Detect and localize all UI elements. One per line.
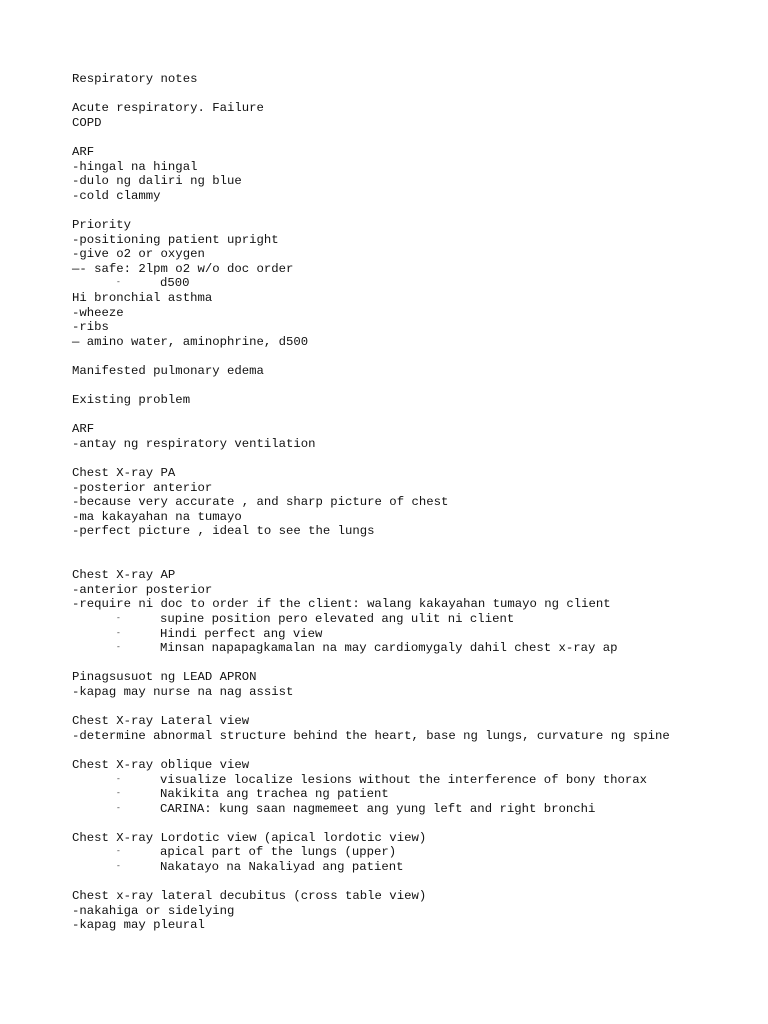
list-item: [72, 802, 752, 817]
bullet-icon: -: [116, 643, 121, 653]
text-line: -ribs: [72, 320, 109, 335]
list-item: [72, 276, 752, 291]
text-line: -determine abnormal structure behind the heart, base ng lungs, curvature ng spine: [72, 728, 670, 743]
bullet-icon: -: [116, 803, 121, 813]
section-heading: Manifested pulmonary edema: [72, 363, 264, 378]
section-chest-xray-lordotic: [72, 831, 752, 875]
section-heading: Chest X-ray Lordotic view (apical lordotic view): [72, 830, 427, 845]
list-item: [72, 860, 752, 875]
text-line: -ma kakayahan na tumayo: [72, 509, 242, 524]
text-line: -anterior posterior: [72, 582, 213, 597]
section-priority: [72, 218, 752, 291]
section-respiratory-conditions: [72, 101, 752, 130]
text-line: -dulo ng daliri ng blue: [72, 174, 242, 189]
text-line: Acute respiratory. Failure: [72, 101, 264, 116]
bullet-icon: -: [116, 278, 121, 288]
text-line: -require ni doc to order if the client: walang kakayahan tumayo ng client: [72, 597, 611, 612]
bullet-icon: -: [116, 847, 121, 857]
list-item: [72, 612, 752, 627]
text-line: -nakahiga or sidelying: [72, 903, 235, 918]
list-item: [72, 627, 752, 642]
section-heading: Chest x-ray lateral decubitus (cross table view): [72, 889, 427, 904]
list-item-text: CARINA: kung saan nagmemeet ang yung left and right bronchi: [160, 801, 596, 816]
list-item-text: supine position pero elevated ang ulit ni client: [160, 611, 515, 626]
section-heading: Existing problem: [72, 393, 191, 408]
bullet-icon: -: [116, 774, 121, 784]
bullet-icon: -: [116, 862, 121, 872]
document-title: Respiratory notes: [72, 72, 198, 86]
text-line: -hingal na hingal: [72, 159, 198, 174]
text-line: -posterior anterior: [72, 480, 213, 495]
text-line: -wheeze: [72, 305, 124, 320]
section-heading: Chest X-ray PA: [72, 466, 176, 481]
section-heading: Chest X-ray oblique view: [72, 757, 250, 772]
section-chest-xray-decubitus: [72, 889, 752, 933]
section-heading: ARF: [72, 422, 95, 437]
text-line: -antay ng respiratory ventilation: [72, 436, 316, 451]
list-item: [72, 641, 752, 656]
text-line: — amino water, aminophrine, d500: [72, 334, 309, 349]
list-item-text: d500: [160, 276, 190, 291]
list-item: [72, 845, 752, 860]
section-chest-xray-pa: [72, 466, 752, 539]
section-heading: Pinagsusuot ng LEAD APRON: [72, 670, 257, 685]
section-heading: Chest X-ray Lateral view: [72, 714, 250, 729]
section-chest-xray-oblique: [72, 758, 752, 816]
text-line: -because very accurate , and sharp picture of chest: [72, 495, 449, 510]
section-heading: Priority: [72, 217, 132, 232]
text-line: -kapag may nurse na nag assist: [72, 684, 294, 699]
bullet-icon: -: [116, 613, 121, 623]
list-item-text: apical part of the lungs (upper): [160, 845, 397, 860]
list-item-text: Nakikita ang trachea ng patient: [160, 787, 389, 802]
section-heading: Chest X-ray AP: [72, 568, 176, 583]
bullet-icon: -: [116, 789, 121, 799]
section-arf-ventilation: [72, 422, 752, 451]
list-item-text: visualize localize lesions without the interference of bony thorax: [160, 772, 648, 787]
section-lead-apron: [72, 670, 752, 699]
list-item-text: Nakatayo na Nakaliyad ang patient: [160, 860, 404, 875]
text-line: —- safe: 2lpm o2 w/o doc order: [72, 261, 294, 276]
list-item-text: Hindi perfect ang view: [160, 626, 323, 641]
bullet-icon: -: [116, 628, 121, 638]
text-line: COPD: [72, 115, 102, 130]
list-item: [72, 787, 752, 802]
text-line: -cold clammy: [72, 188, 161, 203]
section-chest-xray-lateral: [72, 714, 752, 743]
text-line: -positioning patient upright: [72, 232, 279, 247]
section-heading: Hi bronchial asthma: [72, 290, 213, 305]
text-line: -perfect picture , ideal to see the lungs: [72, 524, 375, 539]
section-heading: ARF: [72, 144, 95, 159]
list-item: [72, 773, 752, 788]
text-line: -give o2 or oxygen: [72, 247, 205, 262]
section-bronchial-asthma: [72, 291, 752, 349]
section-chest-xray-ap: [72, 568, 752, 656]
list-item-text: Minsan napapagkamalan na may cardiomygaly dahil chest x-ray ap: [160, 641, 618, 656]
section-arf-signs: [72, 145, 752, 203]
document-body: [72, 72, 752, 933]
text-line: -kapag may pleural: [72, 918, 205, 933]
